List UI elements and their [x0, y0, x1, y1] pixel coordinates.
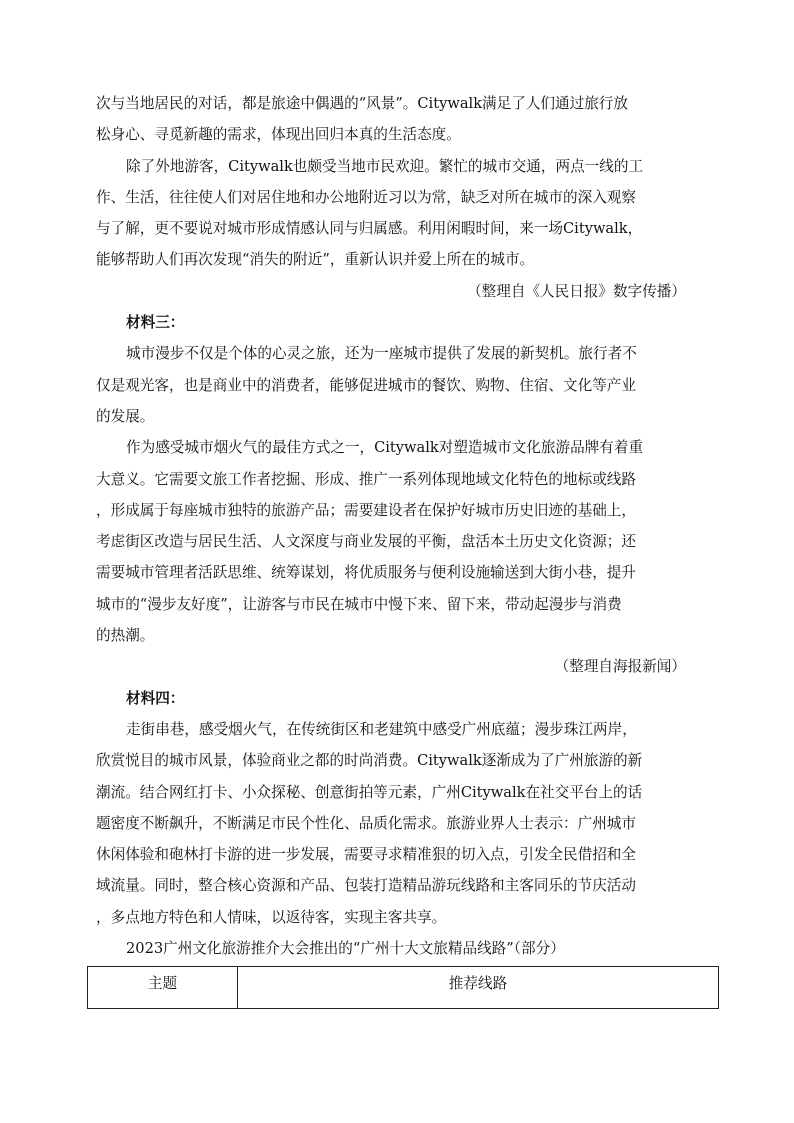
table-caption: 2023广州文化旅游推介大会推出的“广州十大文旅精品线路”（部分） — [126, 940, 565, 958]
text-line: 作、生活，往往使人们对居住地和办公地附近习以为常，缺乏对所在城市的深入观察 — [96, 188, 636, 206]
material-three-paragraph-2 — [96, 432, 700, 651]
text-line: 域流量。同时，整合核心资源和产品、包装打造精品游玩线路和主客同乐的节庆活动 — [96, 877, 636, 895]
text-line: 能够帮助人们再次发现“消失的附近”，重新认识并爱上所在的城市。 — [96, 251, 535, 269]
text-line: 仅是观光客，也是商业中的消费者，能够促进城市的餐饮、购物、住宿、文化等产业 — [96, 376, 636, 394]
material-four-paragraph — [96, 714, 700, 933]
table-header-route: 推荐线路 — [448, 975, 508, 992]
material-three-paragraph-1 — [96, 338, 700, 432]
document-page — [96, 88, 700, 964]
intro-paragraph — [96, 88, 700, 151]
material-four-heading: 材料四： — [126, 689, 185, 707]
material-three-heading: 材料三： — [126, 314, 185, 332]
source-citation: （整理自《人民日报》数字传播） — [467, 282, 686, 300]
text-line: 与了解，更不要说对城市形成情感认同与归属感。利用闲暇时间，来一场Citywalk， — [96, 220, 643, 238]
text-line: 走街串巷，感受烟火气，在传统街区和老建筑中感受广州底蕴；漫步珠江两岸， — [126, 720, 637, 738]
source-citation: （整理自海报新闻） — [554, 658, 686, 676]
table-header-theme: 主题 — [88, 967, 238, 1008]
text-line: 题密度不断飙升，不断满足市民个性化、品质化需求。旅游业界人士表示：广州城市 — [96, 814, 636, 832]
text-line: 次与当地居民的对话，都是旅途中偶遇的“风景”。Citywalk满足了人们通过旅行放 — [96, 95, 628, 112]
text-line: 大意义。它需要文旅工作者挖掘、形成、推广一系列体现地域文化特色的地标或线路 — [96, 470, 636, 488]
text-line: ，形成属于每座城市独特的旅游产品；需要建设者在保护好城市历史旧迹的基础上， — [96, 501, 636, 519]
text-line: 的热潮。 — [96, 627, 155, 645]
text-line: 松身心、寻觅新趣的需求，体现出回归本真的生活态度。 — [96, 126, 461, 144]
local-residents-paragraph — [96, 151, 700, 276]
text-line: 需要城市管理者活跃思维、统筹谋划，将优质服务与便利设施输送到大街小巷，提升 — [96, 564, 636, 582]
text-line: 除了外地游客，Citywalk也颇受当地市民欢迎。繁忙的城市交通，两点一线的工 — [126, 157, 644, 175]
text-line: 潮流。结合网红打卡、小众探秘、创意街拍等元素，广州Citywalk在社交平台上的话 — [96, 783, 643, 801]
text-line: 城市漫步不仅是个体的心灵之旅，还为一座城市提供了发展的新契机。旅行者不 — [126, 345, 637, 363]
text-line: 考虑街区改造与居民生活、人文深度与商业发展的平衡，盘活本土历史文化资源；还 — [96, 533, 636, 551]
route-table — [87, 966, 719, 1009]
text-line: 欣赏悦目的城市风景，体验商业之都的时尚消费。Citywalk逐渐成为了广州旅游的新 — [96, 752, 643, 770]
text-line: 的发展。 — [96, 407, 155, 425]
text-line: ，多点地方特色和人情味，以返待客，实现主客共享。 — [96, 908, 447, 926]
text-line: 休闲体验和砲林打卡游的进一步发展，需要寻求精准狠的切入点，引发全民借招和全 — [96, 846, 636, 864]
text-line: 作为感受城市烟火气的最佳方式之一，Citywalk对塑造城市文化旅游品牌有着重 — [126, 439, 644, 457]
text-line: 城市的“漫步友好度”，让游客与市民在城市中慢下来、留下来，带动起漫步与消费 — [96, 595, 622, 613]
